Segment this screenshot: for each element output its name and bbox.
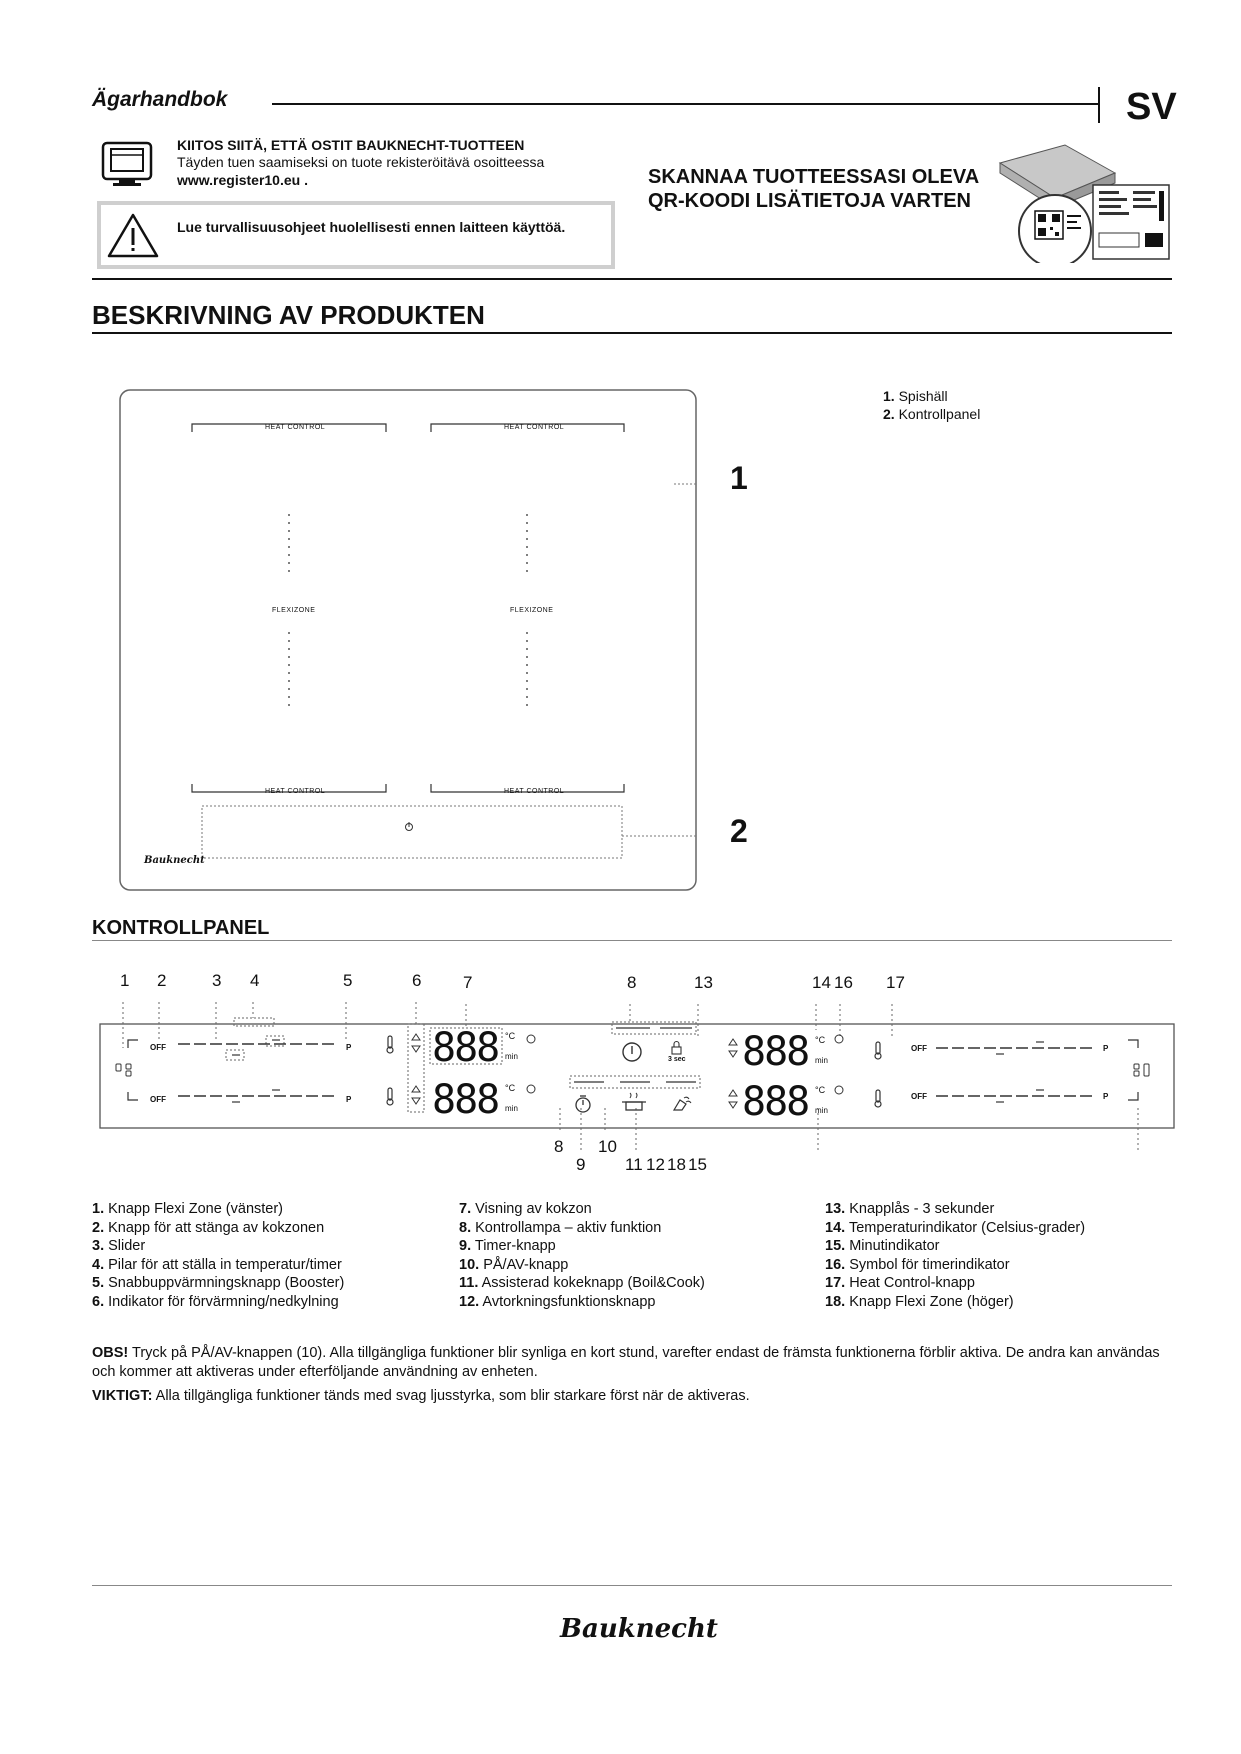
flexi-label-left: FLEXIZONE: [272, 607, 316, 614]
celsius-bottom-right: °C: [815, 1085, 826, 1095]
product-heading-rule: [92, 332, 1172, 334]
list-item: 8. Kontrollampa – aktiv funktion: [459, 1219, 662, 1236]
item-list-col-2: [459, 1200, 705, 1311]
control-panel-heading: KONTROLLPANEL: [92, 917, 270, 939]
footer-brand-logo: Bauknecht: [560, 1614, 718, 1644]
product-heading: BESKRIVNING AV PRODUKTEN: [92, 300, 485, 330]
list-item: 12. Avtorkningsfunktionsknapp: [459, 1293, 656, 1310]
zone-label-bottom-right: HEAT CONTROL: [504, 788, 565, 795]
panel-num-3: 3: [212, 971, 222, 990]
list-item: 10. PÅ/AV-knapp: [459, 1256, 569, 1273]
list-item: 9. Timer-knapp: [459, 1238, 556, 1254]
panel-num-6: 6: [412, 971, 422, 990]
legend-item: 1. Spishäll: [883, 388, 948, 404]
list-item: 2. Knapp för att stänga av kokzonen: [92, 1219, 325, 1236]
list-item: 1. Knapp Flexi Zone (vänster): [92, 1201, 284, 1217]
list-item: 17. Heat Control-knapp: [825, 1275, 975, 1291]
footer-rule: [92, 1585, 1172, 1586]
list-item: 4. Pilar för att ställa in temperatur/timer: [92, 1256, 342, 1273]
list-item: 5. Snabbuppvärmningsknapp (Booster): [92, 1275, 345, 1291]
control-panel-diagram: [98, 992, 1178, 1162]
panel-num-9: 9: [576, 1155, 586, 1174]
display-bottom-right: 888: [742, 1079, 809, 1125]
celsius-top-left: °C: [505, 1031, 516, 1041]
panel-num-18: 18: [667, 1155, 686, 1174]
flexi-label-right: FLEXIZONE: [510, 607, 554, 614]
zone-label-top-left: HEAT CONTROL: [265, 424, 326, 431]
register-url[interactable]: www.register10.eu .: [177, 172, 308, 188]
panel-num-2: 2: [157, 971, 167, 990]
manual-title: Ägarhandbok: [92, 88, 228, 111]
display-top-right: 888: [742, 1029, 809, 1075]
list-item: 3. Slider: [92, 1238, 146, 1254]
panel-num-7: 7: [463, 973, 473, 992]
section-rule: [92, 278, 1172, 280]
computer-icon: [101, 141, 153, 187]
min-top-right: min: [815, 1056, 828, 1065]
off-button-top-left: OFF: [150, 1043, 166, 1052]
callout-1: 1: [730, 460, 748, 496]
panel-num-11: 11: [625, 1155, 643, 1174]
min-bottom-right: min: [815, 1106, 828, 1115]
celsius-bottom-left: °C: [505, 1083, 516, 1093]
key-lock-label: 3 sec: [668, 1056, 686, 1063]
panel-num-17: 17: [886, 973, 905, 992]
obs-note: OBS! Tryck på PÅ/AV-knappen (10). Alla tillgängliga funktioner blir synliga en kort stund, varefter endast de främsta funktionerna förblir aktiva. De andra kan användas och kommer att aktiveras under efterföljande användning av enheten.: [92, 1345, 1160, 1380]
booster-button-top-right: P: [1103, 1044, 1109, 1053]
panel-num-10: 10: [598, 1137, 617, 1156]
panel-num-14: 14: [812, 973, 831, 992]
header-rule-tick: [1098, 87, 1100, 123]
list-item: 6. Indikator för förvärmning/nedkylning: [92, 1293, 339, 1310]
celsius-top-right: °C: [815, 1035, 826, 1045]
panel-num-1: 1: [120, 971, 130, 990]
list-item: 14. Temperaturindikator (Celsius-grader): [825, 1219, 1086, 1236]
display-top-left: 888: [432, 1025, 499, 1071]
booster-button-top-left: P: [346, 1043, 352, 1052]
list-item: 18. Knapp Flexi Zone (höger): [825, 1293, 1014, 1310]
zone-label-top-right: HEAT CONTROL: [504, 424, 565, 431]
item-list-col-3: [825, 1200, 1085, 1311]
booster-button-bottom-left: P: [346, 1095, 352, 1104]
product-legend: [883, 387, 980, 423]
thanks-title: KIITOS SIITÄ, ETTÄ OSTIT BAUKNECHT-TUOTTEEN: [177, 137, 525, 153]
min-bottom-left: min: [505, 1104, 518, 1113]
panel-num-12: 12: [646, 1155, 665, 1174]
panel-num-8-top: 8: [627, 973, 637, 992]
list-item: 16. Symbol för timerindikator: [825, 1256, 1010, 1273]
warning-triangle-icon: [107, 212, 159, 258]
list-item: 13. Knapplås - 3 sekunder: [825, 1201, 995, 1217]
booster-button-bottom-right: P: [1103, 1092, 1109, 1101]
off-button-bottom-right: OFF: [911, 1092, 927, 1101]
control-panel-heading-rule: [92, 940, 1172, 941]
panel-num-4: 4: [250, 971, 260, 990]
min-top-left: min: [505, 1052, 518, 1061]
cooktop-diagram: [118, 388, 698, 892]
item-list-col-1: [92, 1200, 344, 1311]
safety-warning-text: Lue turvallisuusohjeet huolellisesti ennen laitteen käyttöä.: [177, 219, 566, 235]
panel-num-8-bottom: 8: [554, 1137, 564, 1156]
panel-num-5: 5: [343, 971, 353, 990]
language-code: SV: [1126, 86, 1177, 128]
cooktop-brand-logo: Bauknecht: [144, 855, 205, 866]
panel-num-15: 15: [688, 1155, 707, 1174]
off-button-top-right: OFF: [911, 1044, 927, 1053]
off-button-bottom-left: OFF: [150, 1095, 166, 1104]
header-rule: [272, 103, 1098, 105]
important-note: VIKTIGT: Alla tillgängliga funktioner tänds med svag ljusstyrka, som blir starkare först när de aktiveras.: [92, 1388, 750, 1404]
qr-product-label-illustration: [995, 143, 1173, 263]
display-bottom-left: 888: [432, 1077, 499, 1123]
zone-label-bottom-left: HEAT CONTROL: [265, 788, 326, 795]
thanks-body: Täyden tuen saamiseksi on tuote rekisteröitävä osoitteessa: [177, 154, 545, 170]
panel-num-16: 16: [834, 973, 853, 992]
list-item: 7. Visning av kokzon: [459, 1201, 592, 1217]
list-item: 11. Assisterad kokeknapp (Boil&Cook): [459, 1275, 705, 1291]
qr-instruction: SKANNAA TUOTTEESSASI OLEVA QR-KOODI LISÄTIETOJA VARTEN: [648, 166, 979, 212]
list-item: 15. Minutindikator: [825, 1238, 940, 1254]
legend-item: 2. Kontrollpanel: [883, 406, 981, 422]
panel-num-13: 13: [694, 973, 713, 992]
callout-2: 2: [730, 813, 748, 849]
